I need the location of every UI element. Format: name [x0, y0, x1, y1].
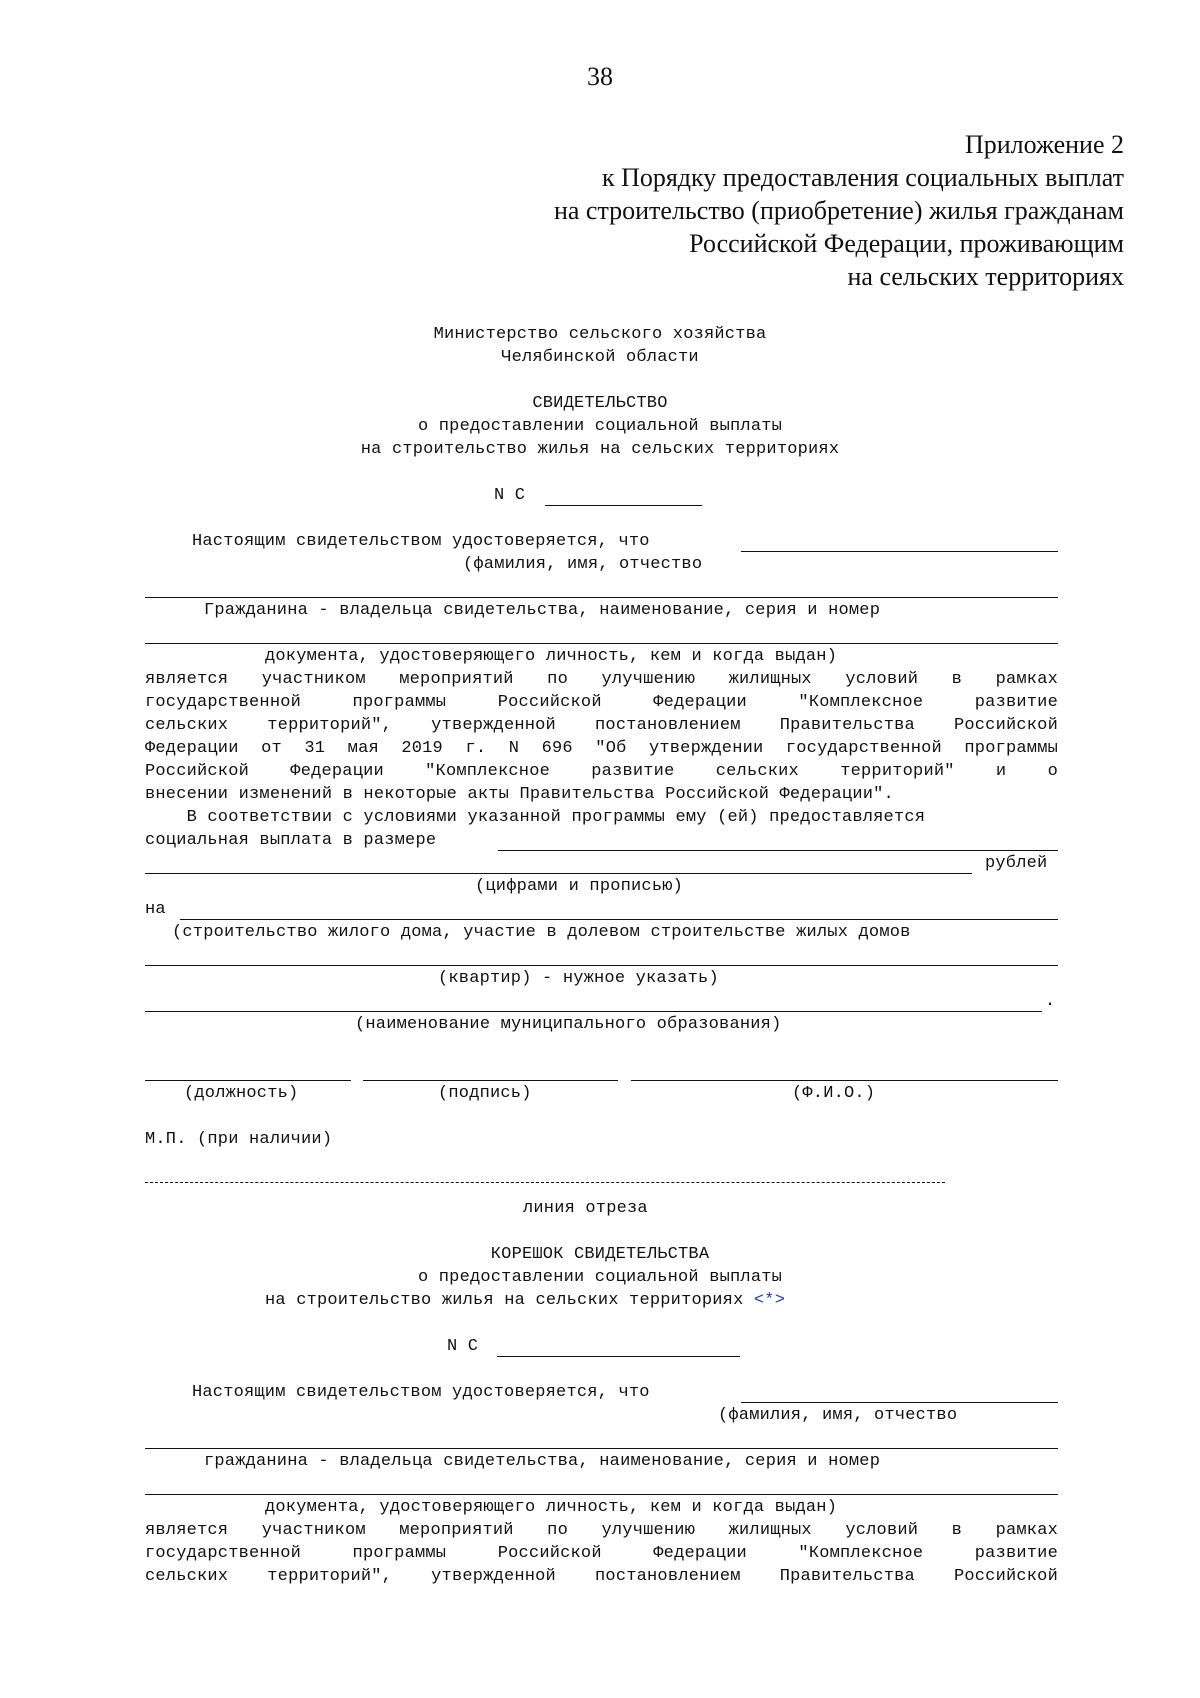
caption-municipality: (наименование муниципального образования) — [355, 1015, 782, 1034]
caption-purpose: (строительство жилого дома, участие в долевом строительстве жилых домов — [172, 923, 911, 942]
citizen-field — [145, 597, 1058, 598]
period-mark: . — [1045, 992, 1056, 1011]
fio-field — [741, 551, 1058, 552]
caption-signature: (подпись) — [438, 1084, 532, 1103]
stub-title: КОРЕШОК СВИДЕТЕЛЬСТВА — [490, 1245, 710, 1264]
stub-subtitle — [265, 1289, 785, 1312]
amount-label: социальная выплата в размере — [145, 831, 437, 850]
appendix-line: Российской Федерации, проживающим — [689, 229, 1124, 258]
certify-text: Настоящим свидетельством удостоверяется, что — [192, 532, 650, 551]
stub-number-label: N С — [447, 1337, 479, 1356]
appendix-line: Приложение 2 — [964, 130, 1124, 159]
caption-amount: (цифрами и прописью) — [475, 877, 684, 896]
appendix-line: к Порядку предоставления социальных выплат — [601, 163, 1124, 192]
appendix-line: на сельских территориях — [847, 262, 1124, 291]
caption-citizen: Гражданина - владельца свидетельства, наименование, серия и номер — [204, 601, 881, 620]
stub-caption-citizen: гражданина - владельца свидетельства, наименование, серия и номер — [204, 1452, 881, 1471]
certificate-title: СВИДЕТЕЛЬСТВО — [532, 394, 668, 413]
stub-subtitle: о предоставлении социальной выплаты — [417, 1268, 783, 1287]
body-line-last: внесении изменений в некоторые акты Правительства Российской Федерации". — [145, 785, 894, 804]
caption-fio: (фамилия, имя, отчество — [463, 555, 703, 574]
municipality-field — [145, 1011, 1042, 1012]
body-line: Федерации от 31 мая 2019 г. N 696 "Об утверждении государственной программы — [145, 739, 1058, 758]
certificate-subtitle: на строительство жилья на сельских территориях — [360, 440, 840, 459]
amount-field-continued — [145, 873, 972, 874]
caption-position: (должность) — [184, 1084, 299, 1103]
signature-field — [363, 1080, 618, 1081]
stub-caption-document: документа, удостоверяющего личность, кем и когда выдан) — [265, 1498, 838, 1517]
body-line: сельских территорий", утвержденной постановлением Правительства Российской — [145, 716, 1058, 735]
cut-line-label: линия отреза — [523, 1199, 648, 1218]
stub-certify-text: Настоящим свидетельством удостоверяется, что — [192, 1383, 650, 1402]
ministry-line: Министерство сельского хозяйства — [433, 325, 767, 344]
stub-citizen-field — [145, 1448, 1058, 1449]
stub-number-field — [497, 1356, 740, 1357]
stub-subtitle-text: на строительство жилья на сельских территориях — [265, 1291, 744, 1310]
na-label: на — [145, 900, 166, 919]
cut-line — [145, 1182, 945, 1183]
stub-body-line: государственной программы Российской Федерации "Комплексное развитие — [145, 1544, 1058, 1563]
page-number: 38 — [587, 62, 613, 91]
footnote-link[interactable]: <*> — [753, 1291, 786, 1310]
document-field — [145, 643, 1058, 644]
purpose-field — [180, 919, 1058, 920]
name-field — [631, 1080, 1058, 1081]
rubles-label: рублей — [985, 854, 1048, 873]
stub-fio-field — [741, 1402, 1058, 1403]
certificate-subtitle: о предоставлении социальной выплаты — [417, 417, 783, 436]
position-field — [145, 1080, 351, 1081]
stub-caption-fio: (фамилия, имя, отчество — [718, 1406, 958, 1425]
stamp-label: М.П. (при наличии) — [145, 1130, 333, 1149]
appendix-line: на строительство (приобретение) жилья гражданам — [553, 196, 1124, 225]
accordance-line: В соответствии с условиями указанной программы ему (ей) предоставляется — [145, 808, 926, 827]
stub-document-field — [145, 1494, 1058, 1495]
appendix-header — [324, 128, 1124, 293]
stub-body-line: сельских территорий", утвержденной постановлением Правительства Российской — [145, 1567, 1058, 1586]
certificate-number-field — [545, 505, 702, 506]
certificate-number-label: N С — [494, 486, 526, 505]
caption-name: (Ф.И.О.) — [792, 1084, 876, 1103]
stub-body-line: является участником мероприятий по улучшению жилищных условий в рамках — [145, 1521, 1058, 1540]
body-line: Российской Федерации "Комплексное развитие сельских территорий" и о — [145, 762, 1058, 781]
body-line: является участником мероприятий по улучшению жилищных условий в рамках — [145, 670, 1058, 689]
ministry-line: Челябинской области — [501, 348, 699, 367]
purpose-field-continued — [145, 965, 1058, 966]
body-line: государственной программы Российской Федерации "Комплексное развитие — [145, 693, 1058, 712]
caption-apartments: (квартир) - нужное указать) — [438, 969, 719, 988]
caption-document: документа, удостоверяющего личность, кем и когда выдан) — [265, 647, 838, 666]
amount-field — [498, 850, 1058, 851]
